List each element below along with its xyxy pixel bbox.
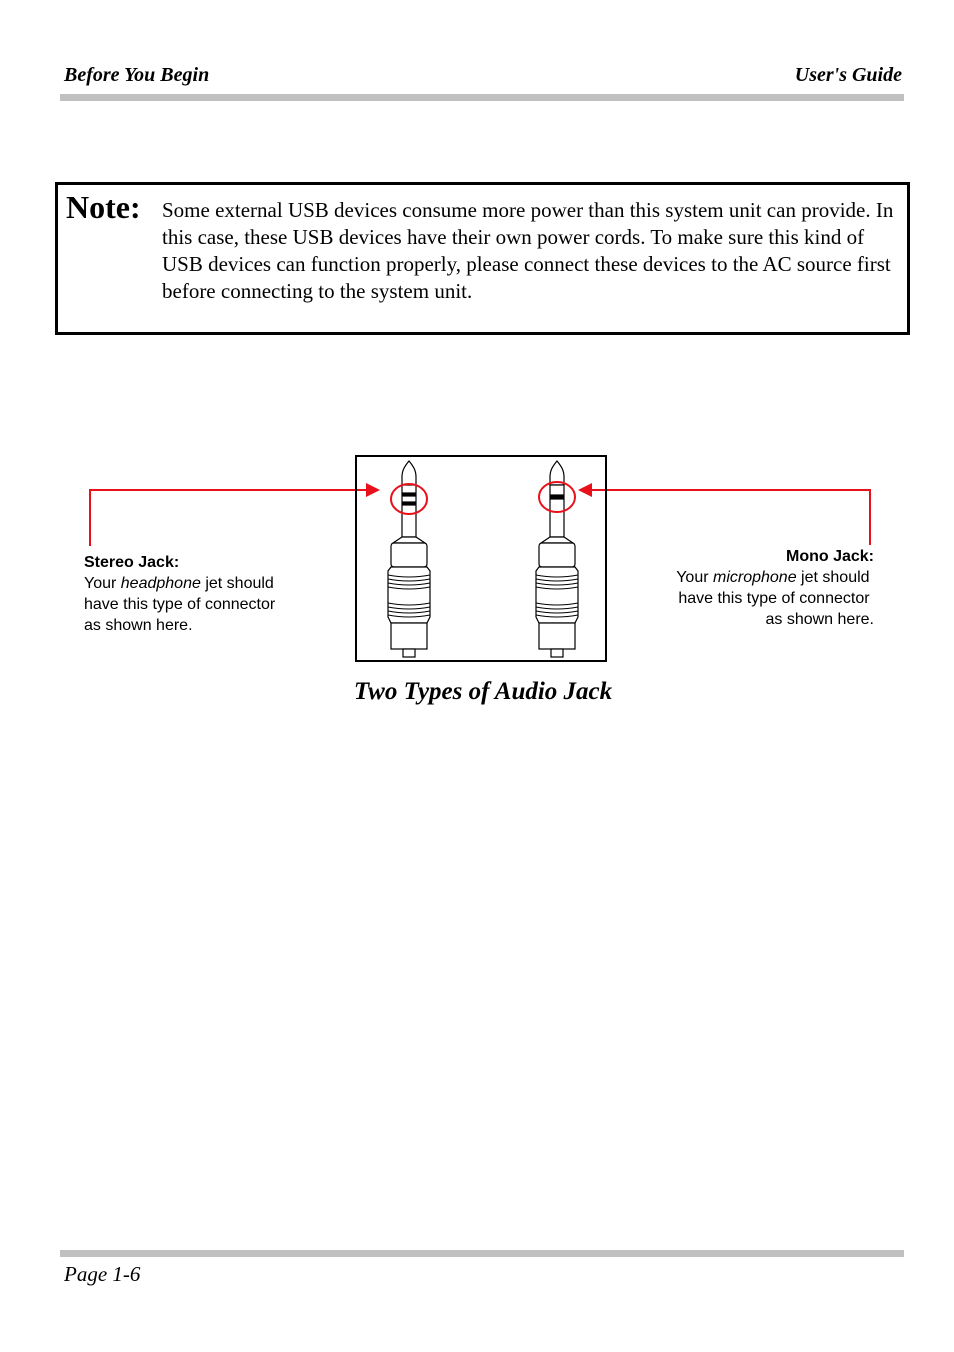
note-text: Some external USB devices consume more power than this system unit can provide. In this case, these USB devices have their own power cords. To make sure this kind of USB devices can function properly, please connect these devices to the AC source first before connecting to the system unit. — [162, 198, 894, 303]
mono-jack-line2: have this type of connector — [678, 590, 870, 607]
stereo-jack-line3: as shown here. — [84, 617, 193, 634]
stereo-jack-title: Stereo Jack: — [84, 554, 180, 571]
header-guide-title: User's Guide — [794, 64, 902, 86]
page-number: Page 1-6 — [64, 1262, 141, 1286]
mono-callout-line — [586, 490, 870, 545]
stereo-jack-line2: have this type of connector — [84, 596, 276, 613]
audio-jacks-drawing — [357, 457, 605, 660]
mono-jack-plug-icon — [536, 461, 578, 657]
figure-caption: Two Types of Audio Jack — [353, 678, 613, 705]
footer-rule — [60, 1250, 904, 1257]
stereo-callout-line — [90, 490, 370, 546]
audio-jack-figure — [355, 455, 607, 662]
stereo-jack-label — [84, 552, 324, 636]
mono-jack-title: Mono Jack: — [785, 548, 874, 565]
mono-jack-label — [620, 546, 874, 630]
mono-jack-line3: as shown here. — [765, 611, 874, 628]
note-label: Note: — [66, 189, 141, 225]
mono-jack-line1: Your microphone jet should — [676, 569, 870, 586]
stereo-jack-line1: Your headphone jet should — [84, 575, 274, 592]
header-section-title: Before You Begin — [64, 64, 210, 86]
